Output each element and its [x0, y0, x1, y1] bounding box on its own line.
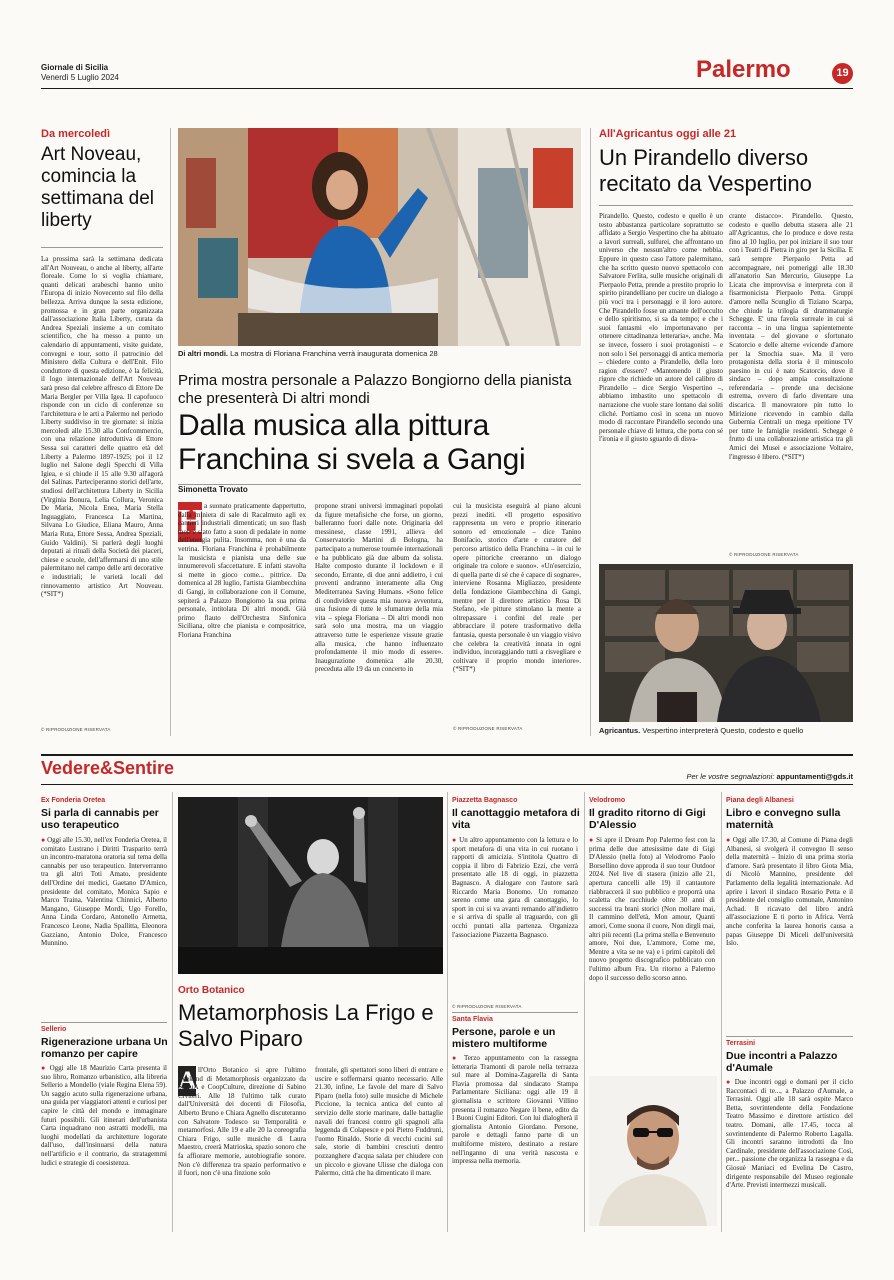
- column-rule-b2: [447, 792, 448, 1232]
- art-noveau-copyright: © RIPRODUZIONE RISERVATA: [41, 727, 111, 732]
- pirandello-kicker: All'Agricantus oggi alle 21: [599, 128, 737, 140]
- metamorphosis-col1: ll'Orto Botanico si apre l'ultimo weekend di Metamorphosis organizzato da SiMuA e CoopCulture, direzione di Sabino Civiteri. Alle 18 l'ultimo talk curato dall'Università dei docenti di Filosofia, Alberto Bruno e Chiara Agnello discuteranno con Salvatore Todesco su Temporalità e metamorfosi. Alle 19 e alle 20 la coreografia Chiara Frigo, sulle musiche di Laura Maestro, creerà Matrioska, spazio sonoro che fa affiorare memorie, autobiografie sonore. Non c'è differenza tra spazio performativo e il fuori, non c'è una finzione solo: [178, 1066, 306, 1178]
- franchina-col1: a suonato praticamente dappertutto, dalla miniera di sale di Racalmuto agli ex cantieri industriali dimenticati; un suo flash mob è stato fatto a suon di pedalate in nome dell'energia pulita. Insomma, non è una da vetrina. Floriana Franchina è probabilmente la musicista e pianista una delle sue innumerevoli sfaccettature. E infatti stavolta si mette in gioco come... pittrice. Da domenica al 28 luglio, l'artista Giambecchina di Gangi, in collaborazione con il Comune, sepiterà a Palazzo Bongiorno la sua prima personale, intitolata Di altri mondi. Già primo flauto dell'Orchestra Sinfonica Siciliana, oltre che pianista e compositrice, Floriana Franchina: [178, 502, 306, 639]
- franchina-caption-text: La mostra di Floriana Franchina verrà inaugurata domenica 28: [230, 349, 438, 358]
- bullet-icon: ●: [726, 836, 731, 844]
- bullet-icon: ●: [589, 836, 594, 844]
- rigenerazione-body: [41, 1064, 167, 1229]
- franchina-col3: cui la musicista eseguirà al piano alcuni pezzi inediti. «Il progetto espositivo rappresenta un vero e proprio itinerario sonoro ed emozionale – dice Tanino Bonifacio, storico d'arte e curatore del percorso artistico della Franchina – in cui le opere pittoriche creeranno un dialogo originale tra colore e suono». «Un'esercizio, di quella parte di sé che è capace di sognare», interviene Rosanna Migliazzo, presidente della fondazione Giambecchina di Gangi, mentre per il direttore artistico Rosa Di Stefano, «le pitture stimolano la mente a oltrepassare i confini del reale per abbracciare il potere trasformativo della fantasia, questa personale è un viaggio visivo che celebra la creatività innata in ogni individuo, incoraggiando tutti a risvegliare e coltivare il proprio mondo interiore». (*SIT*): [453, 502, 581, 674]
- canottaggio-copyright: © RIPRODUZIONE RISERVATA: [452, 1004, 522, 1009]
- section-title: Palermo: [696, 56, 791, 83]
- aumale-kicker: Terrasini: [726, 1040, 756, 1047]
- bullet-icon: ●: [452, 836, 457, 844]
- aumale-title: Due incontri a Palazzo d'Aumale: [726, 1050, 838, 1074]
- rigenerazione-rule: [41, 1022, 167, 1023]
- aumale-rule: [726, 1036, 853, 1037]
- canottaggio-body-text: Un altro appuntamento con la lettura e lo sport metafora di una vita in cui ruotano i rapporti di amicizia. S'intitola Quattro di coppia il libro di Fabrizio Ezzi, che verrà presentato alle 18 di oggi, in piazzetta Bagnasco. A dialogare con l'autore sarà Riccardo Maria Bonomo. Un romanzo sereno come una gara di canottaggio, lo sport in cui si va avanti remando all'indietro e si arriva di spalle al traguardo, con gli occhi puntati alla partenza. Organizza l'associazione Piazzetta Bagnasco.: [452, 836, 578, 939]
- persone-title: Persone, parole e un mistero multiforme: [452, 1026, 556, 1050]
- metamorphosis-col2: frontale, gli spettatori sono liberi di entrare e uscire e soffermarsi quanto necessario. Alle 21.30, infine, Le favole del mare di Salvo Piparo (nella foto) sulle musiche di Michele Piccione, la tecnica antica del cunto al servizio delle storie marinare, dalle battaglie navali dei francesi contro gli spagnoli alla leggenda di Colapesce e poi Pietro Fuddruni, l'uomo Rinaldo. Storie di vecchi cucini sul sale, storie di bambini cresciuti dentro pozzanghere d'acqua salata per chiudere con un piccolo e giovane Ulisse che dialoga con Palermo, città che ha dimenticato il mare.: [315, 1066, 443, 1178]
- maternita-title: Libro e convegno sulla maternità: [726, 807, 841, 831]
- dalessio-body: [589, 836, 715, 1070]
- persone-body: [452, 1054, 578, 1230]
- persone-rule: [452, 1012, 578, 1013]
- rigenerazione-kicker: Sellerio: [41, 1026, 67, 1033]
- maternita-body: [726, 836, 853, 1012]
- maternita-kicker: Piana degli Albanesi: [726, 797, 794, 804]
- pirandello-copyright: © RIPRODUZIONE RISERVATA: [729, 552, 799, 557]
- pirandello-col2: crante distacco». Pirandello. Questo, codesto e quello debutta stasera alle 21 all'Agricantus, che lo produce e dove resta fino al 10 luglio, per poi iniziare il suo tour con i Teatri di Pietra in giro per la Sicilia. E sarà sempre Pierpaolo Petta ad accompagnare, nei pomeriggi alle 18.30 all'anatorio San Mercurio, Giuseppe La Licata che improvvisa e interpreta con il fisarmonicista Pierpaolo Petta. Gruppi d'amore nella Scunglio di Tiziano Scarpa, che chiude la trilogia di drammaturgie Schegge. E' una favola surreale in cui si racconta – in una lingua sapientemente inventata – del giovane e sfortunato Scatorcio e delle alterne «vicende d'amore per la Smochia sua». Ma il vero protagonista della storia è il minuscolo paesino in cui è nato Scatorcio, dove il sindaco – dopo ampia consultazione referendaria – prende una decisione estrema, ovvero di farlo diventare una discarica. Il manovratore pin tutto lo Mirizione ricevendo in cambio dalla Gubernia Centrali un mega epeitione TV per tutte le famiglie residenti. Schegge è frutto di una collaborazione artistica tra gli Amici dei Musei e associazione Voltaire, l'ingresso è libero. (*SIT*): [729, 212, 853, 461]
- cannabis-body-text: Oggi alle 15.30, nell'ex Fonderia Oretea, il comitato Lustrano i Diritti Trasparito terrà un incontro-maratona oratoria sul tema della cannabis per uso terapeutico. Interverranno tra gli altri Toti Amato, presidente dell'Ordine dei medici, Gaetano D'Amico, presidente del comitato, Monica Sapio e Marco Traina, Valentina Chinnici, Alberto Mangano, Giuseppe Mordi, Ugo Forello, Anna Linda Cordaro, Antonello Armetta, Francesco Leone, Nadia Spallitta, Eleonora Gazziano, Antonio Dolce, Francesco Munnino.: [41, 836, 167, 948]
- dalessio-title: Il gradito ritorno di Gigi D'Alessio: [589, 807, 706, 831]
- bullet-icon: ●: [726, 1078, 732, 1086]
- pirandello-caption: [599, 726, 853, 735]
- column-rule-b3: [584, 792, 585, 1232]
- vedere-top-rule: [41, 754, 853, 756]
- vedere-note-text: Per le vostre segnalazioni:: [686, 772, 775, 781]
- aumale-body: [726, 1078, 853, 1230]
- dalessio-kicker: Velodromo: [589, 797, 626, 804]
- page-number: 19: [832, 63, 853, 84]
- persone-kicker: Santa Flavia: [452, 1016, 493, 1023]
- pirandello-rule: [599, 205, 853, 206]
- aumale-body-text: Due incontri oggi e domani per il ciclo Raccontaci di te..., a Palazzo d'Aumale, a Terrasini. Oggi alle 18 sarà ospite Marco Betta, sovrintendente della Fondazione Teatro Massimo e direttore artistico del teatro. Domani, alle 17.45, tocca al sovrintendente di Palermo Roberto Lagalla. Gli incontri saranno introdotti da Ino Cardinale, presidente dell'associazione Così, per... passione che organizza la rassegna e da Giosuè Maniaci ed Evelina De Castro, dirigente responsabile del Museo regionale d'Arte. Previsti intermezzi musicali.: [726, 1078, 853, 1190]
- pirandello-title: Un Pirandello diverso recitato da Vespertino: [599, 145, 812, 196]
- franchina-caption: [178, 349, 581, 358]
- pirandello-caption-bold: Agricantus.: [599, 726, 641, 735]
- franchina-subtitle: Prima mostra personale a Palazzo Bongiorno della pianista che presenterà Di altri mondi: [178, 372, 572, 407]
- vedere-email[interactable]: appuntamenti@gds.it: [776, 772, 853, 781]
- vedere-note: [640, 772, 853, 781]
- metamorphosis-title: Metamorphosis La Frigo e Salvo Piparo: [178, 1000, 434, 1051]
- dalessio-body-text: Si apre il Dream Pop Palermo fest con la prima delle due attesissime date di Gigi D'Alessio (nella foto) al Velodromo Paolo Borsellino dove approda il suo tour Outdoor 2024. Nel live di stasera (inizio alle 21, apertura cancelli alle 19) il cantautore riabbraccerà il suo pubblico e proporrà una scaletta che racchiude oltre 30 anni di successi tra brani storici (Non mollare mai, Il cammino dell'età, Mon amour, Quanti amori, Come suona il cuore, Non dirgli mai, altri più recenti (La prima stella e Benvenuto amore, Noi due, L'ammore, Come me, Mentre a vita se ne va) e i primi capitoli del nuovo progetto discografico pubblicato con l'ultimo album Fra. Un ritorno a Palermo dopo il successo dello scorso anno.: [589, 836, 715, 982]
- cannabis-body: [41, 836, 167, 1016]
- metamorphosis-kicker: Orto Botanico: [178, 985, 245, 996]
- vedere-bottom-rule: [41, 784, 853, 785]
- column-rule-b1: [172, 792, 173, 1232]
- rigenerazione-title: Rigenerazione urbana Un romanzo per capire: [41, 1036, 168, 1060]
- art-noveau-kicker: Da mercoledì: [41, 128, 111, 140]
- art-noveau-rule: [41, 247, 163, 248]
- cannabis-title: Si parla di cannabis per uso terapeutico: [41, 807, 159, 831]
- header-rule: [41, 88, 853, 89]
- pirandello-col1: Pirandello. Questo, codesto e quello è un testo abbastanza particolare soprattutto se affidato a Sergio Vespertino che ha abituato a lavori surreali, sulfurei, che affrontano un universo che nessun'altro come nebbia. Eppure in questo caso l'attore palermitano, che ha scritto questo nuovo spettacolo con Salvatore Ferlita, sulle musiche originali di Pierpaolo Petta, prende a prestito proprio lo spirito pirandelliano per cucire un dialogo a più voci tra i personaggi e il loro autore. Che Pirandello fosse un amante dell'occulto e dello spiritismo, si sa da tempo; e che i suoi fantasmi «lo importunavano per ottenere cittadinanza letteraria», anche. Ma se invece, fossero i suoi protagonisti – e non solo i Sei personaggi di antica memoria – chiedere conto a Pirandello, della loro ragion d'essere? «Mantenendo il giusto rigore che richiede un autore del calibro di Pirandello – dice Sergio Vespertino –, abbiamo imbastito uno spettacolo di narrazione che vuole stare lontano dai soliti cliché. Portiamo così in scena un nuovo modo di raccontare Pirandello secondo una personale chiave di lettura, che porta con sé l'ironia e il giusto sguardo di disva-: [599, 212, 723, 444]
- franchina-dropcap: H: [178, 503, 205, 540]
- persone-body-text: Terzo appuntamento con la rassegna letteraria Tramonti di parole nella terrazza sul mare al Domina-Zagarella di Santa Flavia promossa dal sindacato Stampa Parlamentare Siciliana: oggi alle 19 il giornalista e scrittore Giovanni Villino presenta il romanzo Negare il bene, edito da I Buoni Cugini Editori. Con lui dialogherà il giornalista Antonio Giordano. Persone, parole e dettagli fanno parte di un multiforme mistero, destinato a restare nell'inganno di una verità nascosta e impressa nella memoria.: [452, 1054, 578, 1166]
- cannabis-kicker: Ex Fonderia Oretea: [41, 797, 106, 804]
- canottaggio-kicker: Piazzetta Bagnasco: [452, 797, 518, 804]
- franchina-copyright: © RIPRODUZIONE RISERVATA: [453, 726, 523, 731]
- bullet-icon: ●: [41, 1064, 47, 1072]
- art-noveau-body: La prossima sarà la settimana dedicata all'Art Nouveau, o anche al liberty, all'arte floreale. Come lo si voglia chiamare, quanti delicati arabeschi hanno unito l'Europa di inizio Novecento sul filo della bellezza. Arriva dunque la sesta edizione, promossa e in gran parte organizzata dall'associazione Italia Liberty, curata da Andrea Speziali insieme a un comitato scientifico, che ha messo a punto un calendario di appuntamenti, visite guidate, convegni e tour, sotto il patrocinio del Ministero della Cultura e dell'Enit. Filo conduttore di questa edizione, è la felicità, il logo internazionale dell'Art Nouveau sarà preso dal celebre affresco di Ettore De Maria Bergler per Villa Igea. Il capofuoco risponde con un ciclo di conferenze su l'architettura e le arti a Palermo nel periodo Liberty suddiviso in tre giornate: si inizia mercoledì alle 15.30 alla Confcommercio, con una relazione introduttiva di Ettore Sessa sui caratteri delle quattro età del Liberty a Palermo 1897-1925; poi il 12 luglio nel Salone degli Specchi di Villa Igiea, e si chiude il 15 alle 9.30 all'agorà del Salinas. Parteciperanno storici dell'arte, studiosi dell'architettura Liberty in Sicilia (Virginia Bonura, Lelia Collura, Veronica De Maria, Nicola Enea, Maria Stella Inguaggiato, Francesca La Martina, Silvana Lo Giudice, Eliana Mauro, Anna Maria Ruta, Ettore Sessa, Andrea Speziali, Guido Valdini). Si parlerà degli luoghi deputati ai rituali della Società dei piaceri, chiese e scuole, dell'affermarsi di uno stile palermitano nel campo delle arti decorative e industriali; le varietà locali del rinnovamento artistico Art Nouveau. (*SIT*): [41, 255, 163, 599]
- piparo-photo: [178, 797, 443, 974]
- maternita-body-text: Oggi alle 17.30, al Comune di Piana degli Albanesi, si svolgerà il convegno Il senso della maternità – Inizio di una prima storia d'amore. Sarà presentato il libro Giota Mia, di Nicolò Mannino, presidente del Parlamento della legalità internazionale. Ad aprire i lavori il sindaco Rosario Petta e il presidente del consiglio comunale, Antonino Achad. Il ricavato del libro andrà all'associazione E ti porto in Africa. Verrà anche conferita la laurea honoris causa a papas Giuseppe Di Miceli dell'università Islo.: [726, 836, 853, 948]
- bullet-icon: ●: [452, 1054, 460, 1062]
- canottaggio-body: [452, 836, 578, 996]
- masthead-date: Venerdì 5 Luglio 2024: [41, 73, 119, 82]
- column-rule-right: [590, 128, 591, 736]
- canottaggio-title: Il canottaggio metafora di vita: [452, 807, 580, 831]
- pirandello-photo: [599, 564, 853, 722]
- franchina-photo: [178, 128, 581, 346]
- bullet-icon: ●: [41, 836, 46, 844]
- pirandello-caption-text: Vespertino interpreterà Questo, codesto e quello: [642, 726, 804, 735]
- franchina-byline: Simonetta Trovato: [178, 485, 248, 494]
- franchina-col2: propone strani universi immaginari popolati da figure metafisiche che forse, un giorno, balleranno fuori dalle note. Originaria del messinese, classe 1991, allieva del Conservatorio Martini di Bologna, ha partecipato a numerose tournée internazionali e ha pubblicato già due album da solista. Halte composto durante il lockdown e il secondo, Errante, di due anni addietro, i cui proventi andranno interamente alla Ong Mediterranea Saving Humans. «Sono felice di condividere questa mia nuova avventura, una fusione di tutte le sfumature della mia vita – spiega Floriana – Di altri mondi non sarà solo una mostra, ma un viaggio attraverso tutte le esperienze vissute grazie alla musica, che hanno influenzato profondamente il mio modo di essere». Inaugurazione domenica alle 20.30, preceduta alle 19 da un concerto in: [315, 502, 443, 674]
- vedere-title: Vedere&Sentire: [41, 758, 175, 778]
- franchina-title: Dalla musica alla pittura Franchina si svela a Gangi: [178, 409, 526, 476]
- franchina-caption-bold: Di altri mondi.: [178, 349, 229, 358]
- column-rule-b4: [721, 792, 722, 1232]
- art-noveau-title: Art Noveau, comincia la settimana del liberty: [41, 144, 155, 231]
- rigenerazione-body-text: Oggi alle 18 Maurizio Carta presenta il suo libro, Romanzo urbanistico, alla libreria Sellerio a Mondello (viale Regina Elena 59). Un saggio acuto sulla rigenerazione urbana, una guida per viaggiatori attenti e curiosi per capire le città del mondo e immaginare futuri possibili. Gli itinerari dell'urbanista Carta inquadrano non astratti modelli, ma luoghi modellati da architetture logorate dall'uso, dall'insinuarsi della natura nell'artificio e il contrario, da stratagemmi ludici e strategie di coesistenza.: [41, 1064, 167, 1167]
- dalessio-photo: [589, 1076, 717, 1226]
- masthead-paper: Giornale di Sicilia: [41, 63, 109, 72]
- column-rule-left: [170, 128, 171, 736]
- metamorphosis-dropcap: A: [178, 1066, 197, 1095]
